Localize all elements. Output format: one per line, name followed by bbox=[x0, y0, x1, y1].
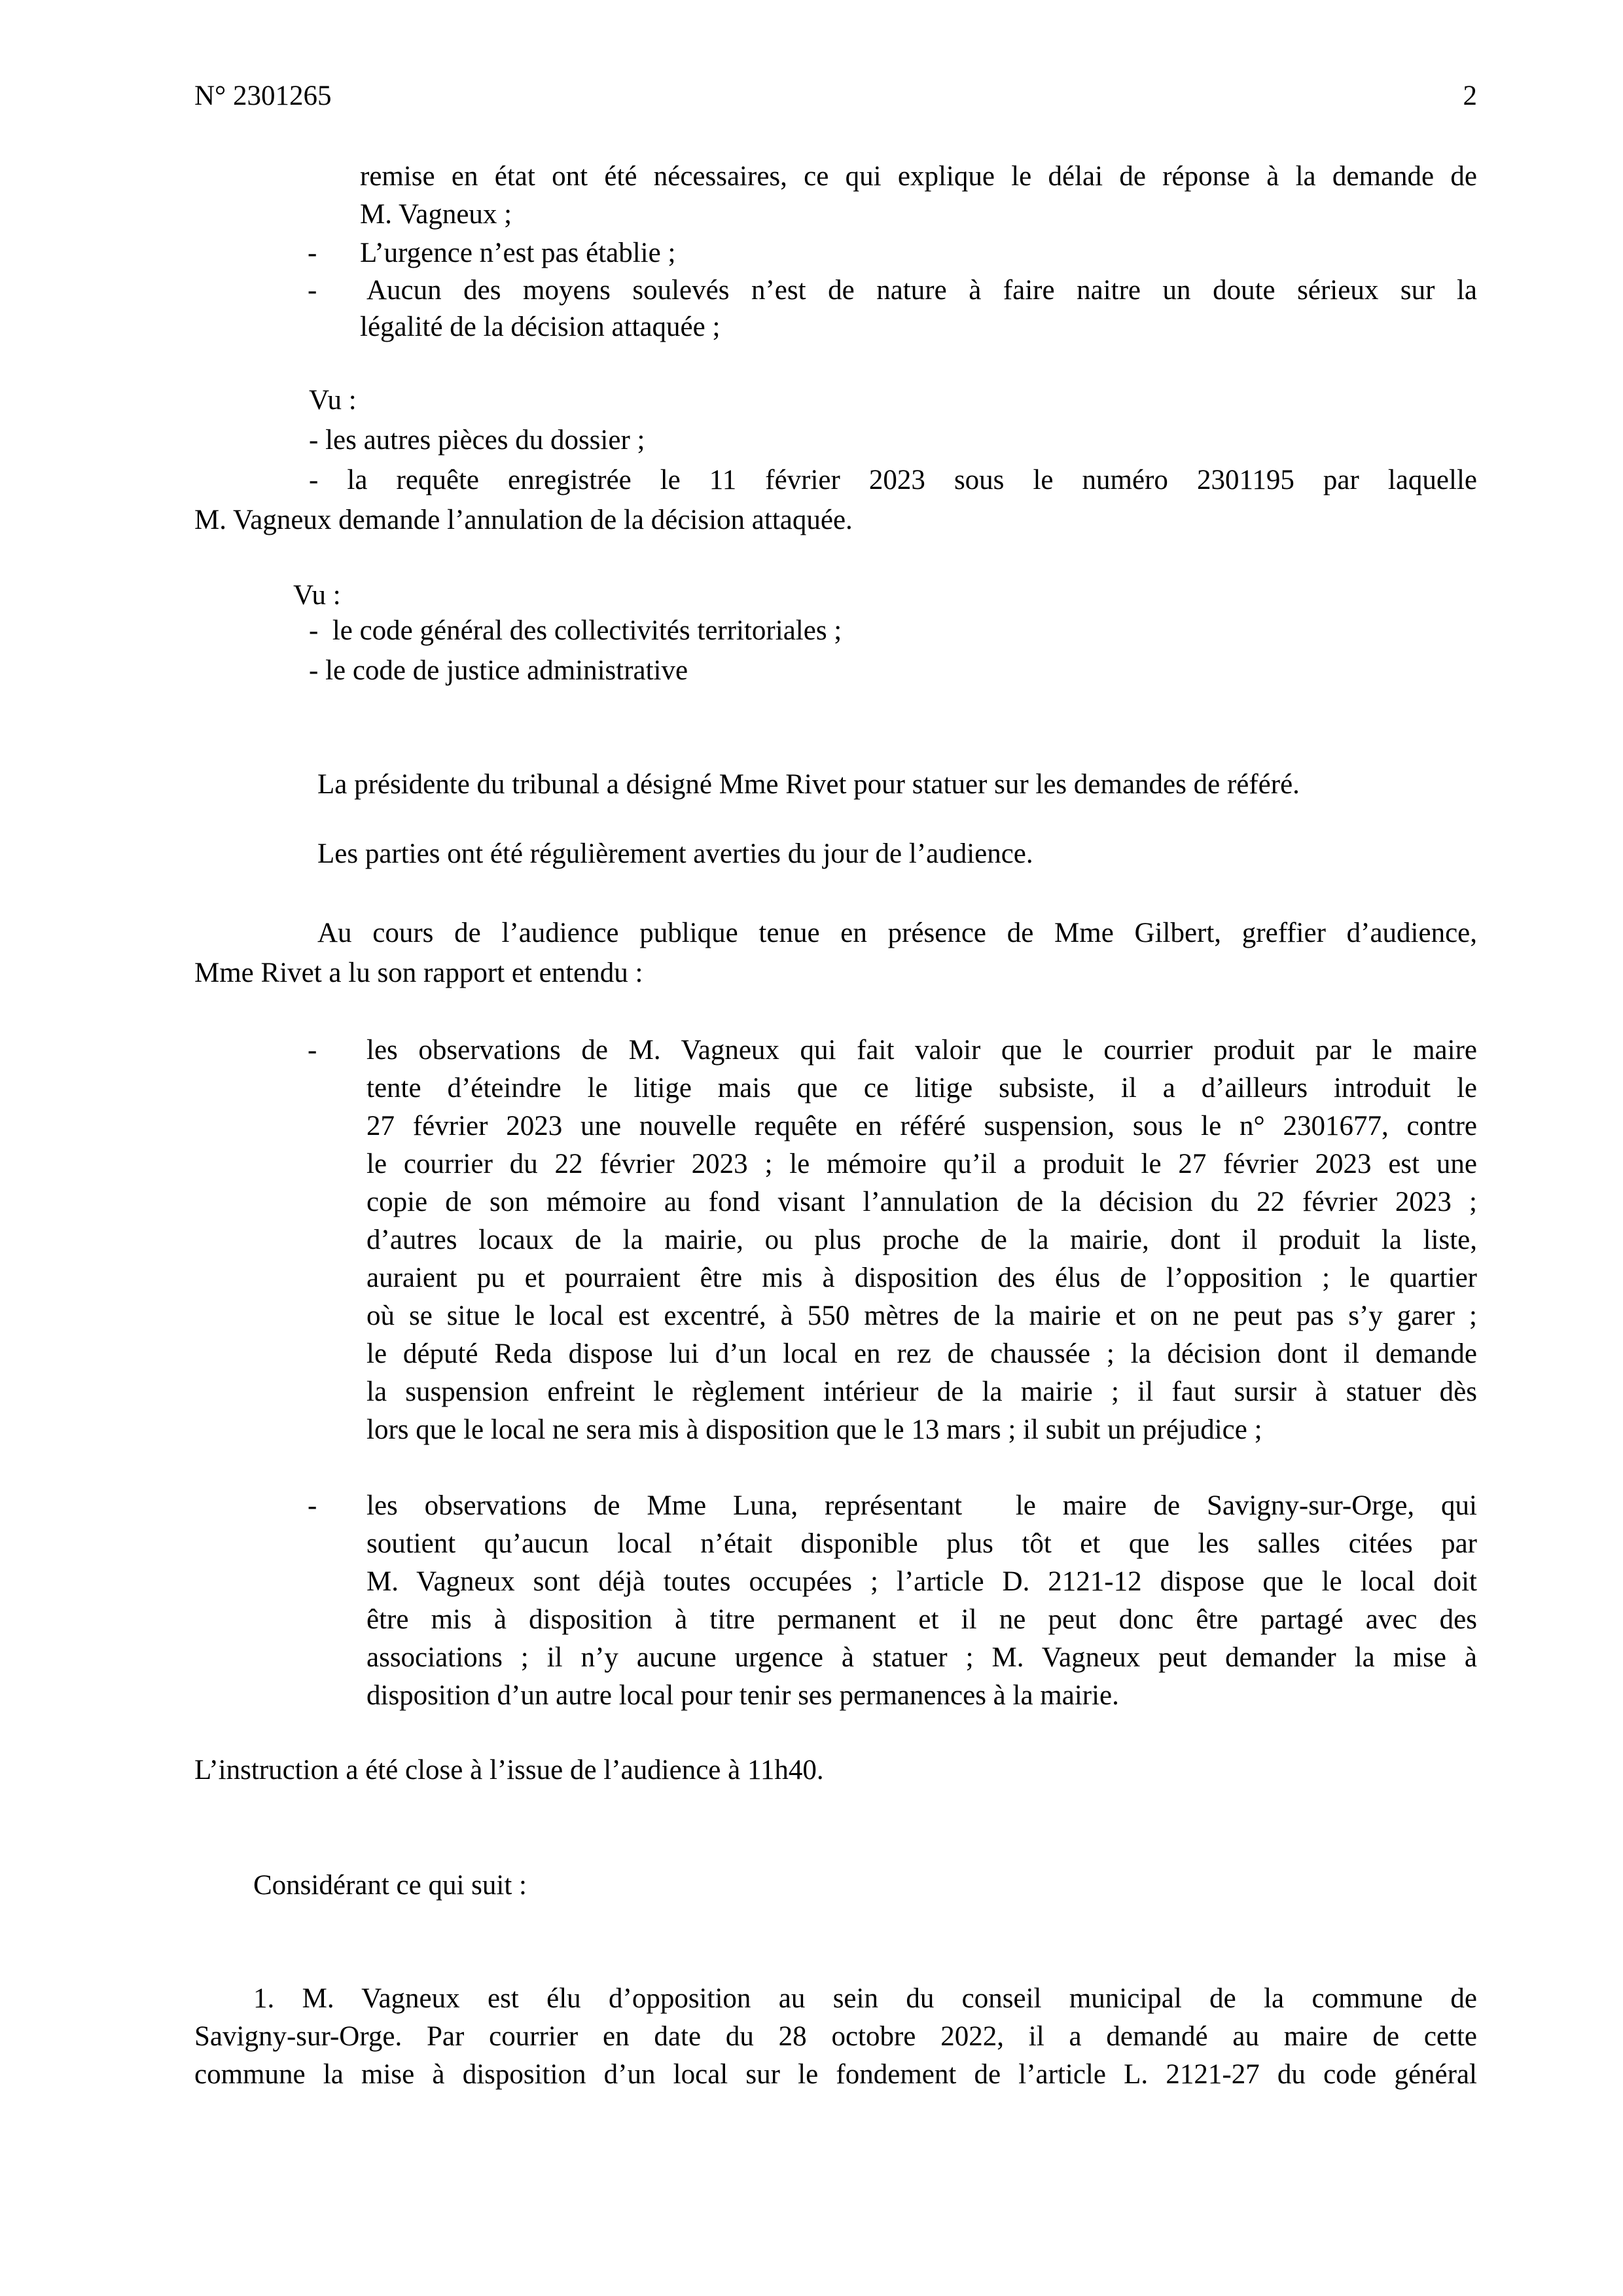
text-line: Aucun des moyens soulevés n’est de nature à faire naitre un doute sérieux sur la bbox=[366, 275, 1477, 306]
text-line: lors que le local ne sera mis à disposition que le 13 mars ; il subit un préjudice ; bbox=[366, 1414, 1262, 1445]
text-line: L’urgence n’est pas établie ; bbox=[360, 238, 676, 268]
considering-heading: Considérant ce qui suit : bbox=[253, 1870, 527, 1901]
vu-heading: Vu : bbox=[309, 385, 357, 416]
text-line: les observations de Mme Luna, représentant le maire de Savigny-sur-Orge, qui bbox=[366, 1490, 1477, 1521]
vu-item: - le code de justice administrative bbox=[309, 655, 688, 686]
vu-item-continuation: M. Vagneux demande l’annulation de la décision attaquée. bbox=[194, 505, 853, 535]
text-line: - la requête enregistrée le 11 février 2023 sous le numéro 2301195 par laquelle bbox=[309, 465, 1477, 495]
text-line: copie de son mémoire au fond visant l’annulation de la décision du 22 février 2023 ; bbox=[366, 1187, 1477, 1217]
defense-continuation bbox=[360, 158, 1477, 234]
text-line: le courrier du 22 février 2023 ; le mémoire qu’il a produit le 27 février 2023 est une bbox=[366, 1149, 1477, 1179]
vu-item: - le code général des collectivités territoriales ; bbox=[309, 615, 842, 646]
text-line: où se situe le local est excentré, à 550 mètres de la mairie et on ne peut pas s’y garer ; bbox=[366, 1300, 1477, 1331]
text-line: auraient pu et pourraient être mis à disposition des élus de l’opposition ; le quartier bbox=[366, 1263, 1477, 1293]
notice-paragraph: Les parties ont été régulièrement averties du jour de l’audience. bbox=[317, 838, 1033, 869]
hearing-paragraph bbox=[317, 914, 1477, 952]
text-line: la suspension enfreint le règlement intérieur de la mairie ; il faut sursir à statuer dès bbox=[366, 1376, 1477, 1407]
text-line: disposition d’un autre local pour tenir ses permanences à la mairie. bbox=[366, 1680, 1119, 1711]
bullet-dash: - bbox=[308, 238, 317, 268]
text-line: remise en état ont été nécessaires, ce qui explique le délai de réponse à la demande de bbox=[360, 161, 1477, 192]
bullet-dash: - bbox=[308, 1035, 317, 1066]
paragraph-1-body bbox=[194, 2018, 1477, 2094]
text-line: les observations de M. Vagneux qui fait valoir que le courrier produit par le maire bbox=[366, 1035, 1477, 1066]
text-line: associations ; il n’y aucune urgence à statuer ; M. Vagneux peut demander la mise à bbox=[366, 1642, 1477, 1673]
defense-bullet-legality bbox=[366, 272, 1477, 310]
vu-heading: Vu : bbox=[293, 580, 341, 611]
page-number: 2 bbox=[1463, 81, 1477, 111]
paragraph-1-first-line bbox=[253, 1980, 1477, 2018]
designation-paragraph: La présidente du tribunal a désigné Mme Rivet pour statuer sur les demandes de référé. bbox=[317, 769, 1300, 800]
text-line: légalité de la décision attaquée ; bbox=[360, 312, 721, 342]
defense-bullet-legality-cont bbox=[360, 308, 1477, 346]
text-line: d’autres locaux de la mairie, ou plus proche de la mairie, dont il produit la liste, bbox=[366, 1225, 1477, 1255]
vu-item-requete bbox=[309, 461, 1477, 499]
text-line: commune la mise à disposition d’un local sur le fondement de l’article L. 2121-27 du code général bbox=[194, 2059, 1477, 2090]
text-line: Au cours de l’audience publique tenue en présence de Mme Gilbert, greffier d’audience, bbox=[317, 918, 1477, 948]
hearing-paragraph-cont: Mme Rivet a lu son rapport et entendu : bbox=[194, 958, 643, 988]
text-line: soutient qu’aucun local n’était disponible plus tôt et que les salles citées par bbox=[366, 1528, 1477, 1559]
text-line: le député Reda dispose lui d’un local en rez de chaussée ; la décision dont il demande bbox=[366, 1338, 1477, 1369]
text-line: 1. M. Vagneux est élu d’opposition au sein du conseil municipal de la commune de bbox=[253, 1983, 1477, 2014]
vu-item: - les autres pièces du dossier ; bbox=[309, 425, 645, 456]
text-line: M. Vagneux sont déjà toutes occupées ; l’article D. 2121-12 dispose que le local doit bbox=[366, 1566, 1477, 1597]
observations-luna bbox=[366, 1487, 1477, 1715]
text-line: tente d’éteindre le litige mais que ce litige subsiste, il a d’ailleurs introduit le bbox=[366, 1073, 1477, 1103]
text-line: 27 février 2023 une nouvelle requête en référé suspension, sous le n° 2301677, contre bbox=[366, 1111, 1477, 1141]
text-line: être mis à disposition à titre permanent et il ne peut donc être partagé avec des bbox=[366, 1604, 1477, 1635]
bullet-dash: - bbox=[308, 1490, 317, 1521]
bullet-dash: - bbox=[308, 275, 317, 306]
text-line: M. Vagneux ; bbox=[360, 199, 512, 230]
instruction-closed: L’instruction a été close à l’issue de l’audience à 11h40. bbox=[194, 1755, 824, 1785]
defense-bullet-urgency bbox=[360, 234, 1477, 272]
case-number: N° 2301265 bbox=[194, 81, 332, 111]
text-line: Savigny-sur-Orge. Par courrier en date du 28 octobre 2022, il a demandé au maire de cette bbox=[194, 2021, 1477, 2052]
observations-vagneux bbox=[366, 1031, 1477, 1449]
